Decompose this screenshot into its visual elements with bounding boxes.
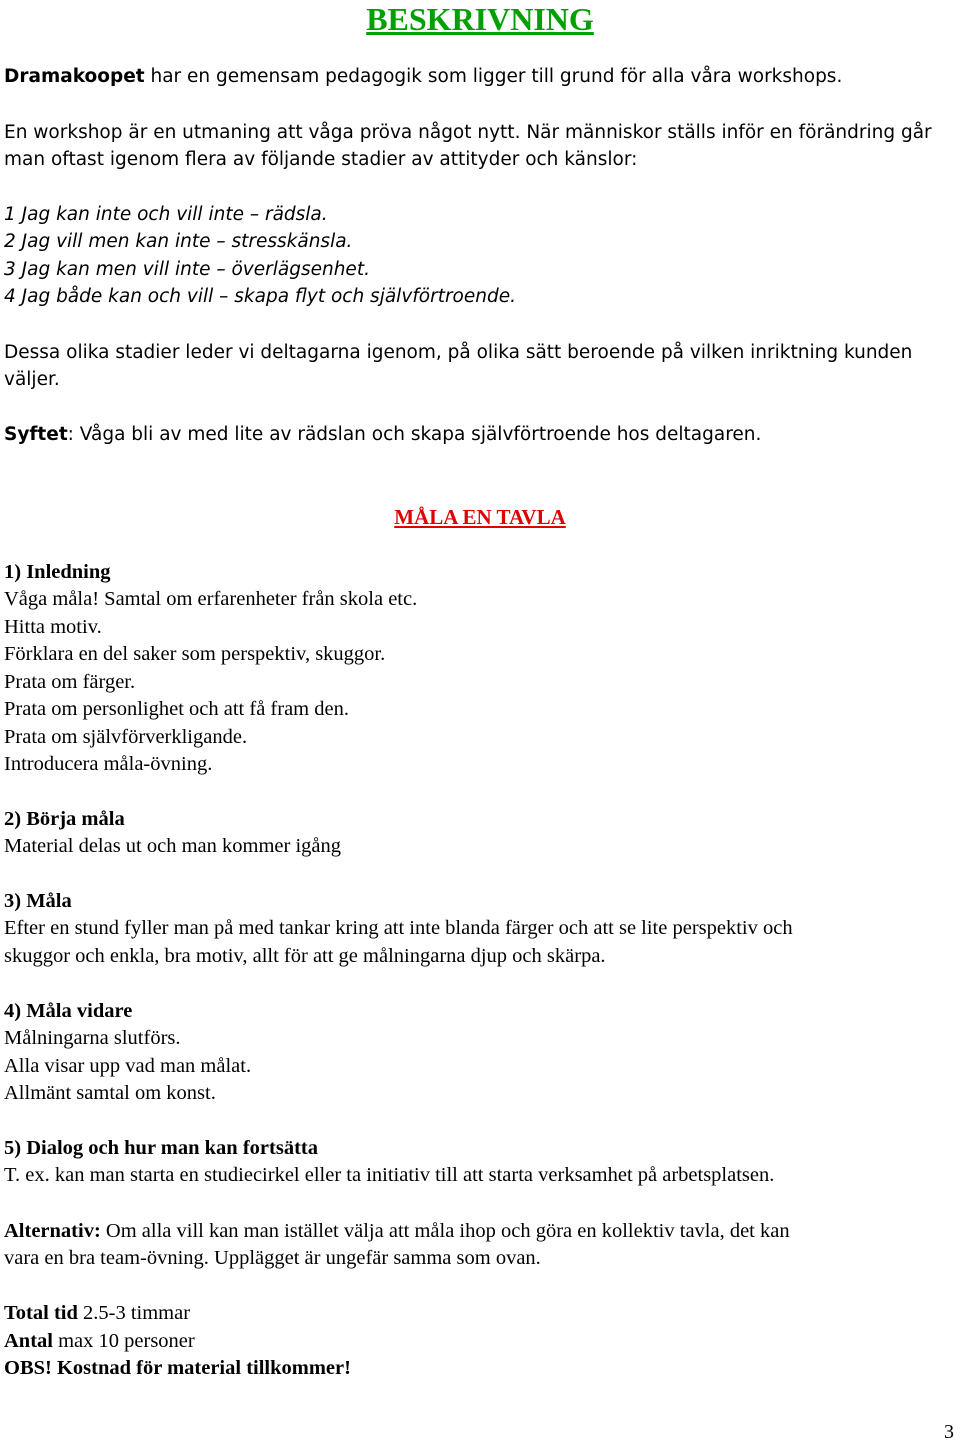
stage-item: 2 Jag vill men kan inte – stresskänsla. — [4, 231, 353, 252]
step-line: Våga måla! Samtal om erfarenheter från skola etc. — [4, 588, 418, 610]
intro-line: man oftast igenom flera av följande stadier av attityder och känslor: — [4, 149, 638, 170]
total-time-value: 2.5-3 timmar — [77, 1302, 191, 1324]
purpose-paragraph — [4, 421, 761, 448]
page-title: BESKRIVNING — [366, 1, 594, 37]
alternative-text: vara en bra team-övning. Upplägget är ungefär samma som ovan. — [4, 1247, 541, 1269]
page-number: 3 — [944, 1421, 954, 1443]
section-title: MÅLA EN TAVLA — [394, 505, 566, 529]
step-line: Material delas ut och man kommer igång — [4, 835, 342, 857]
cost-note: OBS! Kostnad för material tillkommer! — [4, 1357, 351, 1379]
step-line: Förklara en del saker som perspektiv, skuggor. — [4, 643, 386, 665]
step-line: Prata om självförverkligande. — [4, 726, 248, 748]
step-line: Alla visar upp vad man målat. — [4, 1055, 252, 1077]
intro-line: En workshop är en utmaning att våga pröva något nytt. När människor ställs inför en förändring går — [4, 122, 932, 143]
step-line: Hitta motiv. — [4, 616, 102, 638]
step-heading: 2) Börja måla — [4, 808, 125, 830]
step-line: T. ex. kan man starta en studiecirkel eller ta initiativ till att starta verksamhet på arbetsplatsen. — [4, 1164, 775, 1186]
step-line: Prata om personlighet och att få fram den. — [4, 698, 349, 720]
step-heading: 5) Dialog och hur man kan fortsätta — [4, 1137, 318, 1159]
participant-count-label: Antal — [4, 1330, 53, 1352]
step-heading: 4) Måla vidare — [4, 1000, 133, 1022]
step-line: skuggor och enkla, bra motiv, allt för att ge målningarna djup och skärpa. — [4, 945, 606, 967]
purpose-label: Syftet — [4, 424, 68, 445]
stages-text: Dessa olika stadier leder vi deltagarna igenom, på olika sätt beroende på vilken inriktning kunden — [4, 342, 913, 363]
alternative-paragraph — [4, 1218, 790, 1245]
stage-item: 3 Jag kan men vill inte – överlägsenhet. — [4, 259, 370, 280]
step-line: Introducera måla-övning. — [4, 753, 213, 775]
stages-text: väljer. — [4, 369, 60, 390]
stage-item: 4 Jag både kan och vill – skapa flyt och självförtroende. — [4, 286, 516, 307]
step-line: Efter en stund fyller man på med tankar kring att inte blanda färger och att se lite perspektiv och — [4, 917, 793, 939]
participant-count — [4, 1328, 195, 1355]
intro-paragraph — [4, 63, 842, 90]
step-line: Prata om färger. — [4, 671, 136, 693]
alternative-label: Alternativ: — [4, 1220, 101, 1242]
participant-count-value: max 10 personer — [52, 1330, 195, 1352]
step-heading: 3) Måla — [4, 890, 72, 912]
alternative-text: Om alla vill kan man istället välja att måla ihop och göra en kollektiv tavla, det kan — [100, 1220, 790, 1242]
total-time — [4, 1300, 190, 1327]
intro-text: har en gemensam pedagogik som ligger till grund för alla våra workshops. — [144, 66, 843, 87]
step-heading: 1) Inledning — [4, 561, 111, 583]
purpose-text: : Våga bli av med lite av rädslan och skapa självförtroende hos deltagaren. — [67, 424, 762, 445]
total-time-label: Total tid — [4, 1302, 78, 1324]
step-line: Målningarna slutförs. — [4, 1027, 181, 1049]
brand-name: Dramakoopet — [4, 66, 145, 87]
step-line: Allmänt samtal om konst. — [4, 1082, 216, 1104]
stage-item: 1 Jag kan inte och vill inte – rädsla. — [4, 204, 328, 225]
